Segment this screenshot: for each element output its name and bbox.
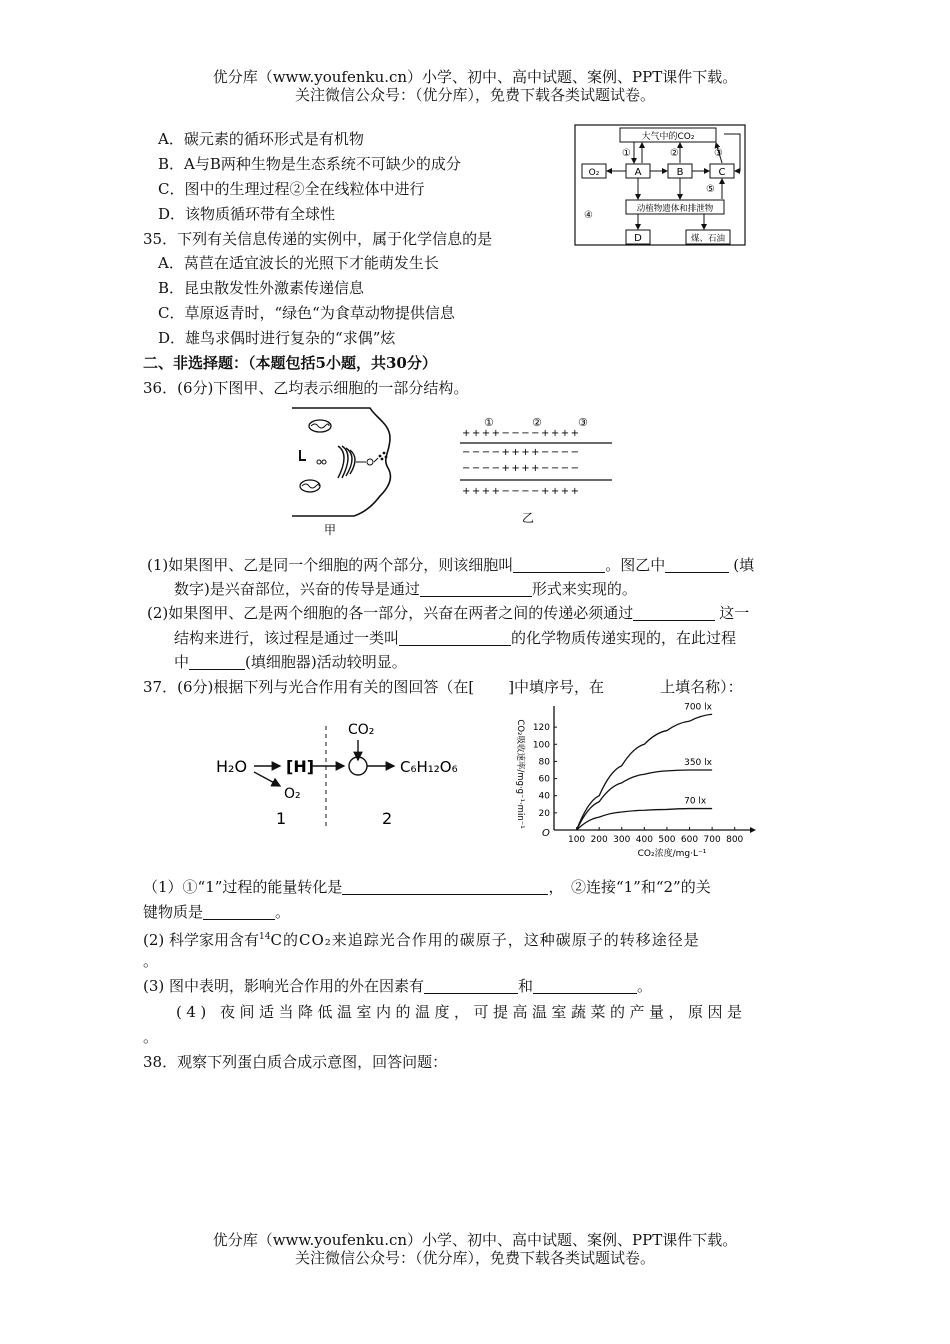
yi-num-2: ② [532,416,542,429]
node-remains: 动植物遗体和排泄物 [636,204,714,214]
node-a: A [634,167,642,178]
y-tick-label: 60 [538,774,550,785]
q35-option-a: A．莴苣在适宜波长的光照下才能萌发生长 [158,254,439,272]
header-line-1: 优分库（www.youfenku.cn）小学、初中、高中试题、案例、PPT课件下载。 [212,68,738,86]
q37-part3: (3) 图中表明，影响光合作用的外在因素有 和 。 [143,977,653,995]
label-yi: 乙 [522,511,535,525]
node-d: D [634,233,642,244]
x-tick-label: 700 [703,835,721,845]
label-jia: 甲 [324,523,337,537]
yi-row-4: ++++−−−−++++ [462,486,581,497]
q35-option-c: C．草原返青时，“绿色“为食草动物提供信息 [158,304,455,322]
label-3: ③ [714,148,723,159]
q35-option-b: B．昆虫散发性外激素传递信息 [158,279,365,297]
q36-part1-line1: (1)如果图甲、乙是同一个细胞的两个部分，则该细胞叫 。图乙中 (填 [147,556,755,574]
answer-blank[interactable] [189,653,245,670]
answer-blank[interactable] [399,629,511,646]
node-coal-oil: 煤、石油 [690,234,726,244]
node-atmosphere-co2: 大气中的CO₂ [641,132,695,142]
answer-blank[interactable] [424,977,518,994]
q34-option-a: A．碳元素的循环形式是有机物 [158,130,364,148]
answer-blank[interactable] [665,556,729,573]
cell-figure-jia [292,404,404,538]
x-tick-label: 600 [680,835,699,845]
origin-label: O [542,828,550,839]
q36-part1-line2: 数字)是兴奋部位，兴奋的传导是通过 形式来实现的。 [174,580,637,598]
answer-blank[interactable] [203,903,275,920]
membrane-figure-yi [458,414,618,528]
q37-stem: 37．(6分)根据下列与光合作用有关的图回答（在[ ]中填序号，在 上填名称）： [143,678,743,696]
scheme-o2: O₂ [284,786,301,802]
answer-blank[interactable] [420,580,532,597]
x-axis-label: CO₂浓度/mg·L⁻¹ [637,849,707,859]
label-2: ② [670,148,679,159]
y-tick-label: 40 [538,791,550,802]
y-tick-label: 20 [538,808,550,819]
q37-part2-line2: 。 [143,952,159,970]
node-o2: O₂ [588,168,600,178]
yi-row-2: −−−−++++−−−− [462,447,581,458]
y-tick-label: 100 [532,740,550,751]
x-tick-label: 300 [613,835,631,845]
q34-option-d: D．该物质循环带有全球性 [158,205,336,223]
x-axis-arrow [750,827,756,833]
scheme-h: [H] [286,757,315,776]
answer-blank[interactable] [342,878,548,895]
co2-absorption-chart [506,700,756,860]
y-tick-label: 120 [532,723,550,734]
node-c: C [718,167,726,178]
label-4: ④ [584,210,593,221]
header-line-2: 关注微信公众号：（优分库），免费下载各类试题试卷。 [294,86,655,104]
x-tick-label: 400 [635,835,653,845]
photosynthesis-scheme [214,716,476,836]
q37-part1-line2: 键物质是 。 [143,903,291,921]
scheme-label-1: 1 [276,809,287,828]
q36-part2-line2: 结构来进行，该过程是通过一类叫 的化学物质传递实现的，在此过程 [174,629,737,647]
answer-blank[interactable] [533,977,637,994]
scheme-h2o: H₂O [216,757,248,776]
carbon-cycle-diagram [574,124,746,246]
scheme-co2: CO₂ [348,722,375,738]
q37-part1-line1: （1）①“1”过程的能量转化是 ， ②连接“1”和“2”的关 [143,878,711,896]
q34-option-b: B．A与B两种生物是生态系统不可缺少的成分 [158,155,461,173]
q36-part2-line3: 中 (填细胞器)活动较明显。 [174,653,407,671]
q38-stem: 38．观察下列蛋白质合成示意图，回答问题： [143,1053,448,1071]
q35-option-d: D．雄鸟求偶时进行复杂的“求偶”炫 [158,329,396,347]
section-2-heading: 二、非选择题：（本题包括5小题，共30分） [143,354,437,372]
q35-stem: 35．下列有关信息传递的实例中，属于化学信息的是 [143,230,493,248]
scheme-label-2: 2 [382,809,393,828]
x-tick-label: 800 [726,835,744,845]
footer-line-2: 关注微信公众号：（优分库），免费下载各类试题试卷。 [294,1249,655,1267]
footer-line-1: 优分库（www.youfenku.cn）小学、初中、高中试题、案例、PPT课件下载。 [212,1231,738,1249]
q37-part4-line2: 。 [143,1028,159,1046]
label-5: ⑤ [706,184,715,195]
yi-num-1: ① [484,416,494,429]
series-label-3: 70 lx [684,796,707,807]
q37-part4-line1: (4) 夜间适当降低温室内的温度，可提高温室蔬菜的产量，原因是 [176,1003,747,1021]
q36-stem: 36．(6分)下图甲、乙均表示细胞的一部分结构。 [143,379,469,397]
x-tick-label: 500 [658,835,676,845]
yi-row-1: ++++−−−−++++ [462,428,581,439]
label-1: ① [622,148,631,159]
series-line-1 [577,714,713,830]
x-tick-label: 100 [567,835,586,845]
node-b: B [676,167,684,178]
scheme-glucose: C₆H₁₂O₆ [400,758,458,776]
series-label-2: 350 lx [684,758,712,768]
yi-row-3: −−−−++++−−−− [462,463,581,474]
q36-part2-line1: (2)如果图甲、乙是两个细胞的各一部分，兴奋在两者之间的传递必须通过 这一 [147,604,750,622]
answer-blank[interactable] [633,604,715,621]
series-line-3 [577,809,713,830]
yi-num-3: ③ [578,416,588,429]
series-label-1: 700 lx [684,702,712,713]
q34-option-c: C．图中的生理过程②全在线粒体中进行 [158,180,425,198]
q37-part2-line1: (2) 科学家用含有$^{14}$C的CO₂来追踪光合作用的碳原子，这种碳原子的转移途径是 [143,931,700,949]
y-axis-label: CO₂吸收速率/mg·g⁻¹·min⁻¹ [515,719,525,829]
answer-blank[interactable] [513,556,605,573]
x-tick-label: 200 [590,835,608,845]
y-tick-label: 80 [538,757,550,768]
